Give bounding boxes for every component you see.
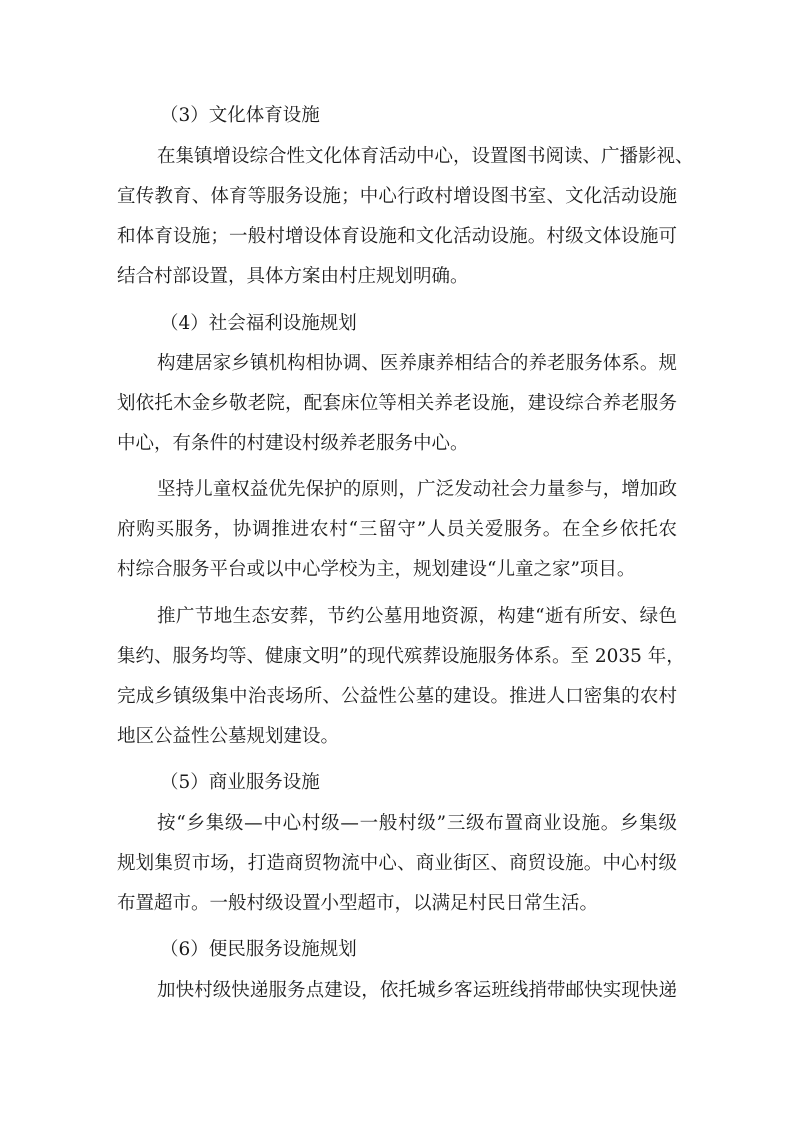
paragraph-line: 构建居家乡镇机构相协调、医养康养相结合的养老服务体系。规 (157, 353, 677, 374)
paragraph-line: 推广节地生态安葬，节约公墓用地资源，构建“逝有所安、绿色 (157, 606, 677, 627)
heading-commercial: （5）商业服务设施 (160, 772, 320, 793)
paragraph-line: 布置超市。一般村级设置小型超市，以满足村民日常生活。 (117, 893, 599, 914)
paragraph-line: 地区公益性公墓规划建设。 (117, 726, 340, 747)
heading-public-service: （6）便民服务设施规划 (160, 939, 357, 960)
paragraph-line: 宣传教育、体育等服务设施；中心行政村增设图书室、文化活动设施 (117, 186, 677, 207)
paragraph-line: 加快村级快递服务点建设，依托城乡客运班线捎带邮快实现快递 (157, 980, 677, 1001)
paragraph-line: 划依托木金乡敬老院，配套床位等相关养老设施，建设综合养老服务 (117, 393, 677, 414)
heading-social-welfare: （4）社会福利设施规划 (160, 313, 357, 334)
paragraph-line: 在集镇增设综合性文化体育活动中心，设置图书阅读、广播影视、 (157, 146, 694, 167)
heading-culture-sports: （3）文化体育设施 (160, 105, 320, 126)
paragraph-line: 规划集贸市场，打造商贸物流中心、商业街区、商贸设施。中心村级 (117, 853, 677, 874)
paragraph-line: 结合村部设置，具体方案由村庄规划明确。 (117, 266, 469, 287)
paragraph-line: 中心，有条件的村建设村级养老服务中心。 (117, 433, 469, 454)
paragraph-line: 府购买服务，协调推进农村“三留守”人员关爱服务。在全乡依托农 (117, 519, 677, 540)
paragraph-line: 坚持儿童权益优先保护的原则，广泛发动社会力量参与，增加政 (157, 479, 677, 500)
paragraph-line: 村综合服务平台或以中心学校为主，规划建设“儿童之家”项目。 (117, 559, 636, 580)
paragraph-line: 按“乡集级—中心村级—一般村级”三级布置商业设施。乡集级 (157, 813, 677, 834)
paragraph-line: 和体育设施；一般村增设体育设施和文化活动设施。村级文体设施可 (117, 226, 677, 247)
paragraph-line: 集约、服务均等、健康文明”的现代殡葬设施服务体系。至 2035 年， (117, 646, 685, 667)
paragraph-line: 完成乡镇级集中治丧场所、公益性公墓的建设。推进人口密集的农村 (117, 686, 677, 707)
